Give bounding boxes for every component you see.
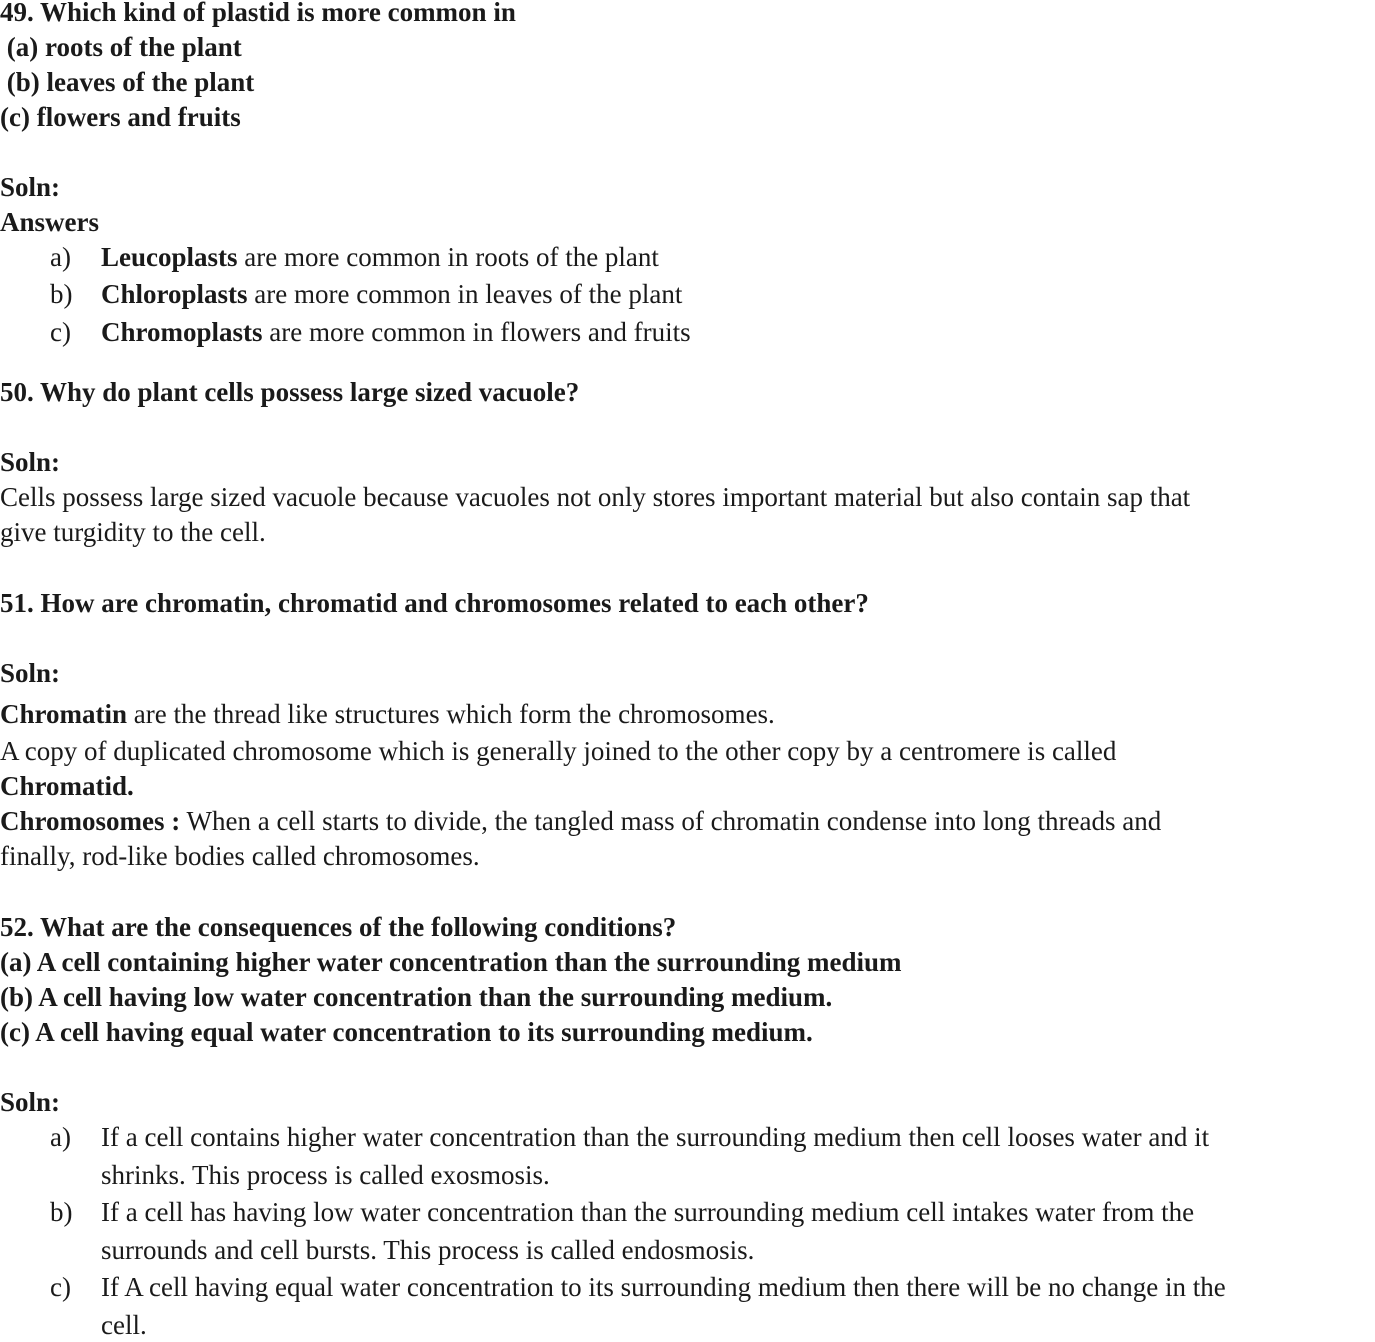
list-item-line: If a cell contains higher water concentration than the surrounding medium then cell looses water and it (101, 1122, 1210, 1152)
question-49-option-b: (b) leaves of the plant (0, 67, 255, 97)
question-52-option-b: (b) A cell having low water concentration than the surrounding medium. (0, 982, 833, 1012)
item-text: are more common in flowers and fruits (262, 317, 691, 347)
term: Chromoplasts (101, 317, 263, 347)
list-item (101, 240, 659, 274)
list-item (101, 277, 682, 311)
answer-text: Cells possess large sized vacuole because vacuoles not only stores important material but also contain sap that (0, 482, 1191, 512)
list-marker: c) (50, 1272, 71, 1302)
list-item-line: surrounds and cell bursts. This process is called endosmosis. (101, 1235, 755, 1265)
solution-label: Soln: (0, 447, 61, 477)
item-text: are more common in roots of the plant (237, 242, 659, 272)
item-text: are more common in leaves of the plant (247, 279, 683, 309)
answer-text-rest: When a cell starts to divide, the tangled mass of chromatin condense into long threads and (180, 806, 1162, 836)
list-item-line: cell. (101, 1310, 147, 1340)
question-50-title: 50. Why do plant cells possess large sized vacuole? (0, 377, 580, 407)
question-52-title: 52. What are the consequences of the following conditions? (0, 912, 677, 942)
question-52-option-c: (c) A cell having equal water concentration to its surrounding medium. (0, 1017, 813, 1047)
solution-label: Soln: (0, 1087, 61, 1117)
answers-label: Answers (0, 207, 99, 237)
term: Chromosomes : (0, 806, 181, 836)
question-49-title: 49. Which kind of plastid is more common in (0, 0, 516, 27)
answer-text (0, 804, 1161, 838)
list-marker: a) (50, 1122, 71, 1152)
term: Chloroplasts (101, 279, 248, 309)
list-marker: a) (50, 242, 71, 272)
answer-text-rest: are the thread like structures which form the chromosomes. (127, 699, 775, 729)
question-52-option-a: (a) A cell containing higher water concentration than the surrounding medium (0, 947, 902, 977)
list-item-line: If A cell having equal water concentration to its surrounding medium then there will be no change in the (101, 1272, 1226, 1302)
answer-text: give turgidity to the cell. (0, 517, 266, 547)
solution-label: Soln: (0, 658, 61, 688)
list-marker: b) (50, 279, 73, 309)
answer-text: A copy of duplicated chromosome which is generally joined to the other copy by a centromere is called (0, 736, 1117, 766)
list-item-line: shrinks. This process is called exosmosis. (101, 1160, 550, 1190)
question-49-option-a: (a) roots of the plant (0, 32, 242, 62)
term: Chromatid. (0, 771, 134, 801)
answer-text (0, 697, 775, 731)
list-item-line: If a cell has having low water concentration than the surrounding medium cell intakes water from the (101, 1197, 1195, 1227)
question-49-option-c: (c) flowers and fruits (0, 102, 241, 132)
answer-text: finally, rod-like bodies called chromosomes. (0, 841, 480, 871)
solution-label: Soln: (0, 172, 61, 202)
list-marker: c) (50, 317, 71, 347)
term: Chromatin (0, 699, 128, 729)
question-51-title: 51. How are chromatin, chromatid and chromosomes related to each other? (0, 588, 869, 618)
list-marker: b) (50, 1197, 73, 1227)
term: Leucoplasts (101, 242, 238, 272)
list-item (101, 315, 691, 349)
